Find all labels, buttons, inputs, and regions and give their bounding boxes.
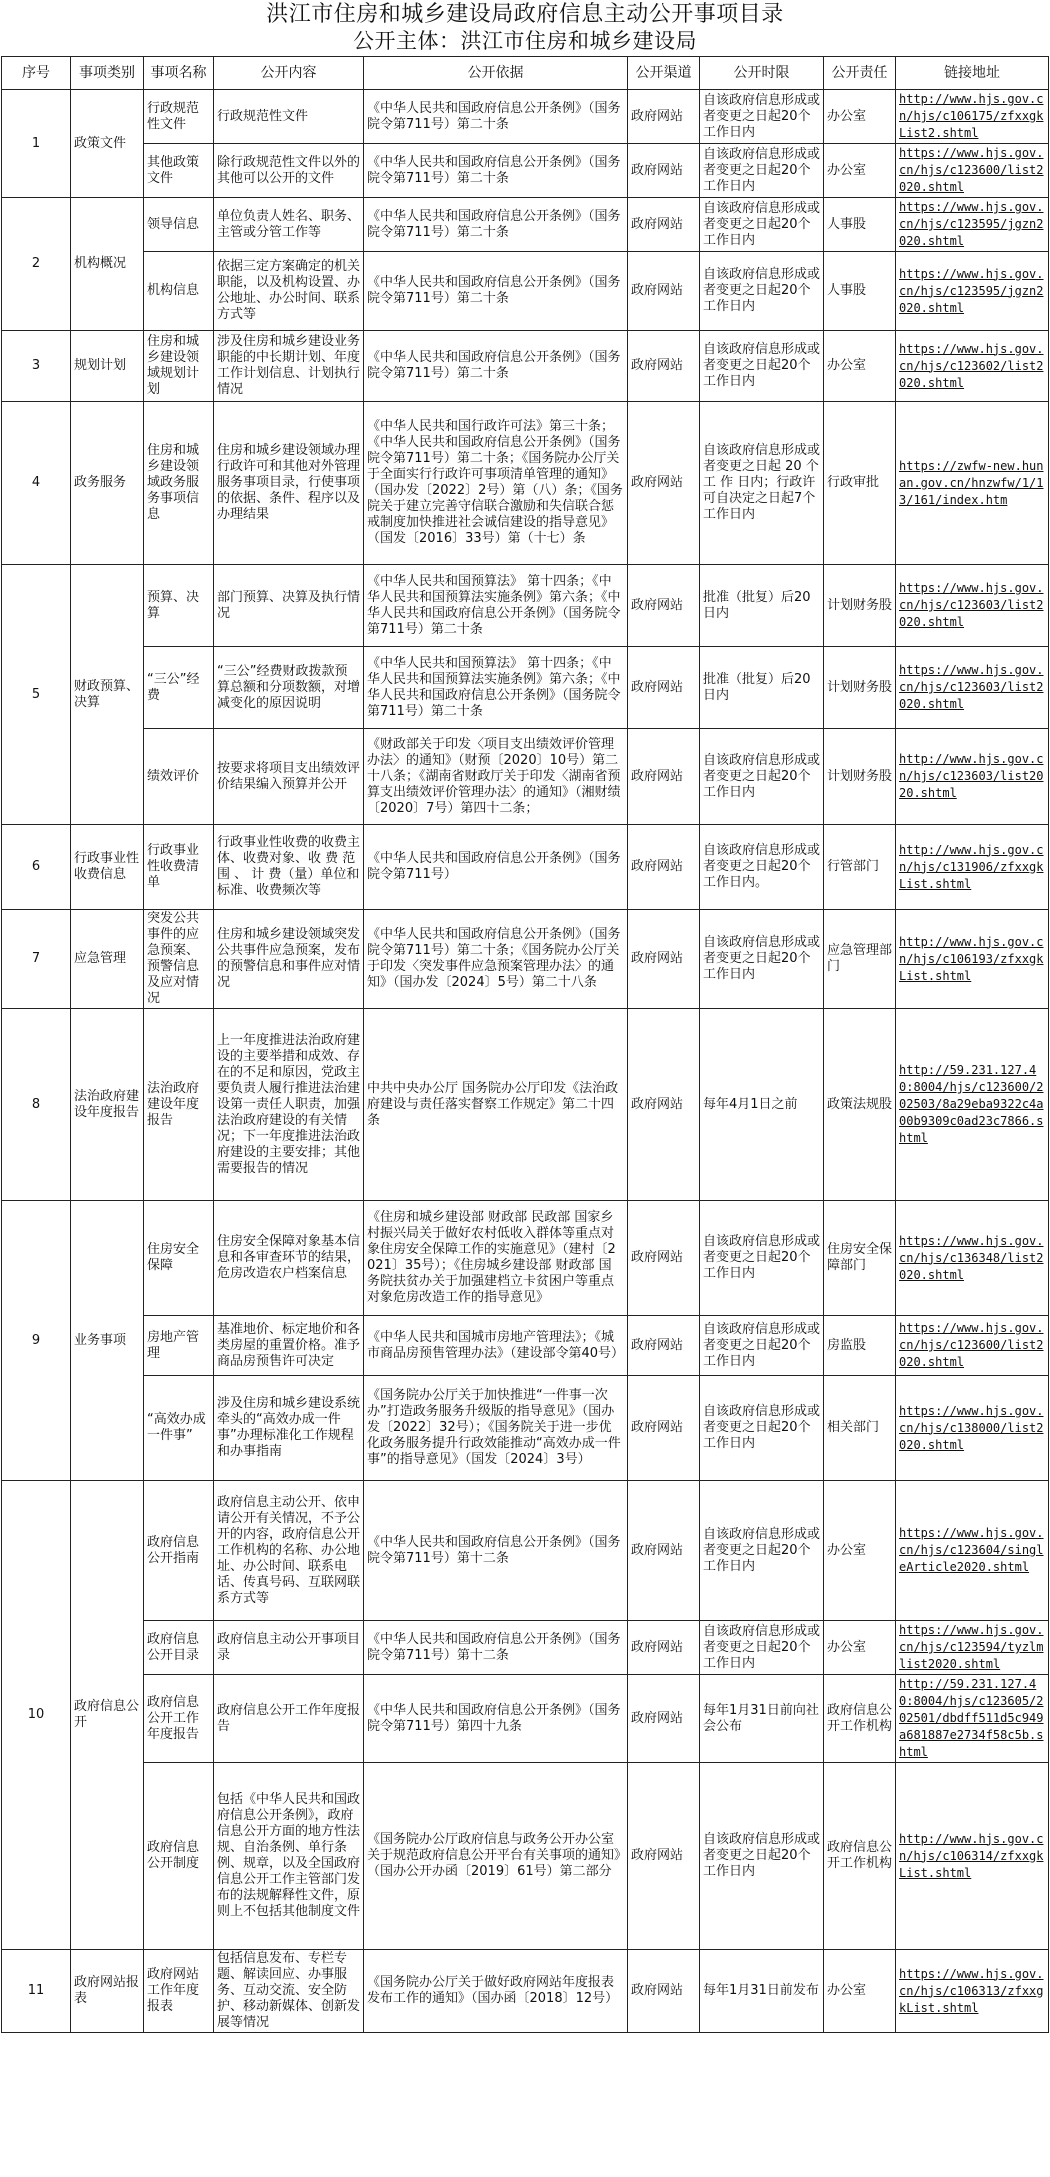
table-body <box>2 90 1049 2033</box>
row-category: 政策文件 <box>71 90 144 198</box>
item-content: 行政事业性收费的收费主体、收费对象、收 费 范 围 、 计 费（量）单位和标准、收费频次等 <box>214 825 364 910</box>
table-header-row <box>2 57 1049 90</box>
item-channel: 政府网站 <box>628 1675 700 1763</box>
item-duty: 办公室 <box>824 144 896 198</box>
table-row <box>2 144 1049 198</box>
row-category: 政府网站报表 <box>71 1950 144 2033</box>
item-duty: 相关部门 <box>824 1376 896 1481</box>
item-link-cell <box>896 647 1049 729</box>
item-duty: 办公室 <box>824 1950 896 2033</box>
item-link[interactable]: http://www.hjs.gov.cn/hjs/c123603/list2020.shtml <box>899 752 1044 800</box>
item-timelimit: 自该政府信息形成或者变更之日起20个工作日内 <box>700 144 824 198</box>
item-link[interactable]: http://59.231.127.40:8004/hjs/c123605/202501/dbdff511d5c949a681887e2734f58c5b.shtml <box>899 1677 1044 1759</box>
item-link[interactable]: https://www.hjs.gov.cn/hjs/c123600/list2020.shtml <box>899 1321 1044 1369</box>
item-name: 住房和城乡建设领域规划计划 <box>144 331 214 402</box>
item-timelimit: 自该政府信息形成或者变更之日起20个工作日内 <box>700 1201 824 1316</box>
item-link[interactable]: https://www.hjs.gov.cn/hjs/c123603/list2020.shtml <box>899 581 1044 629</box>
item-duty: 行管部门 <box>824 825 896 910</box>
item-basis: 《财政部关于印发〈项目支出绩效评价管理办法〉的通知》（财预〔2020〕10号）第二十八条；《湖南省财政厅关于印发〈湖南省预算支出绩效评价管理办法〉的通知》（湘财绩〔2020〕7号）第四十二条； <box>364 729 628 825</box>
table-row <box>2 825 1049 910</box>
item-channel: 政府网站 <box>628 1376 700 1481</box>
item-channel: 政府网站 <box>628 825 700 910</box>
item-basis: 《中华人民共和国政府信息公开条例》（国务院令第711号）第四十九条 <box>364 1675 628 1763</box>
item-link-cell <box>896 1675 1049 1763</box>
table-row <box>2 647 1049 729</box>
item-name: “高效办成一件事” <box>144 1376 214 1481</box>
item-content: 基准地价、标定地价和各类房屋的重置价格。准予商品房预售许可决定 <box>214 1316 364 1376</box>
header-col-duty: 公开责任 <box>824 57 896 90</box>
table-row <box>2 1675 1049 1763</box>
item-content: 行政规范性文件 <box>214 90 364 144</box>
item-duty: 政府信息公开工作机构 <box>824 1763 896 1950</box>
item-duty: 计划财务股 <box>824 729 896 825</box>
item-content: “三公”经费财政拨款预算总额和分项数额，对增减变化的原因说明 <box>214 647 364 729</box>
row-number: 2 <box>2 198 71 331</box>
item-channel: 政府网站 <box>628 910 700 1009</box>
item-timelimit: 自该政府信息形成或者变更之日起20个工作日内 <box>700 198 824 252</box>
item-name: 其他政策文件 <box>144 144 214 198</box>
item-link[interactable]: https://www.hjs.gov.cn/hjs/c123604/singleArticle2020.shtml <box>899 1526 1044 1574</box>
item-timelimit: 自该政府信息形成或者变更之日起20个工作日内。 <box>700 825 824 910</box>
item-duty: 行政审批 <box>824 402 896 565</box>
table-row <box>2 1950 1049 2033</box>
item-content: 部门预算、决算及执行情况 <box>214 565 364 647</box>
item-name: 法治政府建设年度报告 <box>144 1009 214 1201</box>
item-link-cell <box>896 1481 1049 1621</box>
header-col-category: 事项类别 <box>71 57 144 90</box>
item-name: “三公”经费 <box>144 647 214 729</box>
item-timelimit: 自该政府信息形成或者变更之日起20个工作日内 <box>700 1316 824 1376</box>
item-name: 住房安全保障 <box>144 1201 214 1316</box>
item-basis: 《中华人民共和国政府信息公开条例》（国务院令第711号）第十二条 <box>364 1481 628 1621</box>
item-content: 涉及住房和城乡建设系统牵头的“高效办成一件事”办理标准化工作规程和办事指南 <box>214 1376 364 1481</box>
item-duty: 房监股 <box>824 1316 896 1376</box>
item-link-cell <box>896 90 1049 144</box>
item-name: 机构信息 <box>144 252 214 331</box>
item-name: 行政事业性收费清单 <box>144 825 214 910</box>
item-duty: 政府信息公开工作机构 <box>824 1675 896 1763</box>
item-link[interactable]: http://www.hjs.gov.cn/hjs/c106175/zfxxgkList2.shtml <box>899 92 1044 140</box>
row-number: 7 <box>2 910 71 1009</box>
item-content: 政府信息公开工作年度报告 <box>214 1675 364 1763</box>
item-timelimit: 自该政府信息形成或者变更之日起20个工作日内 <box>700 252 824 331</box>
row-category: 机构概况 <box>71 198 144 331</box>
header-col-no: 序号 <box>2 57 71 90</box>
item-timelimit: 自该政府信息形成或者变更之日起20个工作日内 <box>700 1376 824 1481</box>
item-link[interactable]: https://www.hjs.gov.cn/hjs/c123595/jgzn2020.shtml <box>899 200 1044 248</box>
item-link-cell <box>896 565 1049 647</box>
item-link[interactable]: https://zwfw-new.hunan.gov.cn/hnzwfw/1/13/161/index.htm <box>899 458 1044 507</box>
item-content: 住房安全保障对象基本信息和各审查环节的结果，危房改造农户档案信息 <box>214 1201 364 1316</box>
item-channel: 政府网站 <box>628 1316 700 1376</box>
item-content: 依据三定方案确定的机关职能，以及机构设置、办公地址、办公时间、联系方式等 <box>214 252 364 331</box>
item-name: 政府信息公开工作年度报告 <box>144 1675 214 1763</box>
item-link-cell <box>896 729 1049 825</box>
item-link-cell <box>896 198 1049 252</box>
item-link-cell <box>896 144 1049 198</box>
item-timelimit: 每年1月31日前发布 <box>700 1950 824 2033</box>
item-name: 政府信息公开指南 <box>144 1481 214 1621</box>
header-col-channel: 公开渠道 <box>628 57 700 90</box>
item-link[interactable]: https://www.hjs.gov.cn/hjs/c123603/list2020.shtml <box>899 663 1044 711</box>
row-category: 行政事业性收费信息 <box>71 825 144 910</box>
item-basis: 《中华人民共和国政府信息公开条例》（国务院令第711号）第二十条 <box>364 144 628 198</box>
table-row <box>2 1621 1049 1675</box>
item-name: 绩效评价 <box>144 729 214 825</box>
table-row <box>2 198 1049 252</box>
table-row <box>2 1481 1049 1621</box>
item-link-cell <box>896 1376 1049 1481</box>
item-link[interactable]: http://www.hjs.gov.cn/hjs/c106314/zfxxgkList.shtml <box>899 1831 1044 1880</box>
table-row <box>2 90 1049 144</box>
item-timelimit: 自该政府信息形成或者变更之日起20个工作日内 <box>700 331 824 402</box>
table-row <box>2 729 1049 825</box>
item-link[interactable]: https://www.hjs.gov.cn/hjs/c138000/list2020.shtml <box>899 1403 1044 1452</box>
item-channel: 政府网站 <box>628 565 700 647</box>
header-col-basis: 公开依据 <box>364 57 628 90</box>
item-channel: 政府网站 <box>628 1763 700 1950</box>
item-channel: 政府网站 <box>628 402 700 565</box>
row-category: 政务服务 <box>71 402 144 565</box>
item-timelimit: 批准（批复）后20日内 <box>700 647 824 729</box>
item-duty: 政策法规股 <box>824 1009 896 1201</box>
table-row <box>2 1376 1049 1481</box>
row-number: 11 <box>2 1950 71 2033</box>
table-row <box>2 1316 1049 1376</box>
item-duty: 应急管理部门 <box>824 910 896 1009</box>
row-category: 法治政府建设年度报告 <box>71 1009 144 1201</box>
item-basis: 《国务院办公厅关于做好政府网站年度报表发布工作的通知》（国办函〔2018〕12号） <box>364 1950 628 2033</box>
item-content: 除行政规范性文件以外的其他可以公开的文件 <box>214 144 364 198</box>
item-channel: 政府网站 <box>628 1481 700 1621</box>
item-name: 房地产管理 <box>144 1316 214 1376</box>
item-basis: 《国务院办公厅政府信息与政务公开办公室关于规范政府信息公开平台有关事项的通知》（国办公开办函〔2019〕61号）第二部分 <box>364 1763 628 1950</box>
item-channel: 政府网站 <box>628 90 700 144</box>
item-timelimit: 自该政府信息形成或者变更之日起20个工作日内 <box>700 90 824 144</box>
item-channel: 政府网站 <box>628 729 700 825</box>
row-number: 3 <box>2 331 71 402</box>
item-timelimit: 每年1月31日前向社会公布 <box>700 1675 824 1763</box>
item-name: 政府网站工作年度报表 <box>144 1950 214 2033</box>
header-col-link: 链接地址 <box>896 57 1049 90</box>
item-link[interactable]: https://www.hjs.gov.cn/hjs/c136348/list2020.shtml <box>899 1233 1044 1282</box>
item-channel: 政府网站 <box>628 647 700 729</box>
item-content: 上一年度推进法治政府建设的主要举措和成效、存在的不足和原因，党政主要负责人履行推进法治建设第一责任人职责，加强法治政府建设的有关情况；下一年度推进法治政府建设的主要安排；其他需要报告的情况 <box>214 1009 364 1201</box>
item-link-cell <box>896 402 1049 565</box>
item-channel: 政府网站 <box>628 1950 700 2033</box>
header-col-item-name: 事项名称 <box>144 57 214 90</box>
row-category: 业务事项 <box>71 1201 144 1481</box>
item-link-cell <box>896 825 1049 910</box>
item-link-cell <box>896 1201 1049 1316</box>
item-channel: 政府网站 <box>628 252 700 331</box>
item-duty: 计划财务股 <box>824 565 896 647</box>
item-content: 住房和城乡建设领域突发公共事件应急预案，发布的预警信息和事件应对情况 <box>214 910 364 1009</box>
item-basis: 中共中央办公厅 国务院办公厅印发《法治政府建设与责任落实督察工作规定》第二十四条 <box>364 1009 628 1201</box>
item-name: 突发公共事件的应急预案、预警信息及应对情况 <box>144 910 214 1009</box>
header-col-timelimit: 公开时限 <box>700 57 824 90</box>
row-number: 9 <box>2 1201 71 1481</box>
item-duty: 人事股 <box>824 252 896 331</box>
item-link-cell <box>896 910 1049 1009</box>
item-channel: 政府网站 <box>628 198 700 252</box>
table-row <box>2 910 1049 1009</box>
item-basis: 《中华人民共和国行政许可法》第三十条；《中华人民共和国政府信息公开条例》（国务院令第711号）第二十条；《国务院办公厅关于全面实行行政许可事项清单管理的通知》（国办发〔2022〕2号）第（八）条；《国务院关于建立完善守信联合激励和失信联合惩戒制度加快推进社会诚信建设的指导意见》（国发〔2016〕33号）第（十七）条 <box>364 402 628 565</box>
item-content: 政府信息主动公开事项目录 <box>214 1621 364 1675</box>
item-duty: 住房安全保障部门 <box>824 1201 896 1316</box>
item-duty: 计划财务股 <box>824 647 896 729</box>
row-number: 6 <box>2 825 71 910</box>
item-timelimit: 批准（批复）后20日内 <box>700 565 824 647</box>
item-name: 住房和城乡建设领域政务服务事项信息 <box>144 402 214 565</box>
item-basis: 《中华人民共和国政府信息公开条例》（国务院令第711号） <box>364 825 628 910</box>
item-basis: 《中华人民共和国政府信息公开条例》（国务院令第711号）第二十条 <box>364 252 628 331</box>
item-link-cell <box>896 1763 1049 1950</box>
table-row <box>2 331 1049 402</box>
row-number: 1 <box>2 90 71 198</box>
table-row <box>2 1201 1049 1316</box>
item-link-cell <box>896 252 1049 331</box>
item-basis: 《中华人民共和国政府信息公开条例》（国务院令第711号）第二十条 <box>364 90 628 144</box>
item-basis: 《中华人民共和国政府信息公开条例》（国务院令第711号）第二十条 <box>364 331 628 402</box>
item-link[interactable]: http://59.231.127.40:8004/hjs/c123600/202503/8a29eba9322c4a00b9309c0ad23c7866.shtml <box>899 1063 1044 1145</box>
item-duty: 办公室 <box>824 1621 896 1675</box>
item-name: 行政规范性文件 <box>144 90 214 144</box>
item-link-cell <box>896 1621 1049 1675</box>
table-row <box>2 252 1049 331</box>
table-row <box>2 402 1049 565</box>
item-channel: 政府网站 <box>628 144 700 198</box>
item-name: 领导信息 <box>144 198 214 252</box>
item-link[interactable]: https://www.hjs.gov.cn/hjs/c106313/zfxxgkList.shtml <box>899 1966 1044 2015</box>
item-link[interactable]: http://www.hjs.gov.cn/hjs/c131906/zfxxgkList.shtml <box>899 842 1044 891</box>
item-channel: 政府网站 <box>628 1621 700 1675</box>
item-content: 单位负责人姓名、职务、主管或分管工作等 <box>214 198 364 252</box>
item-timelimit: 自该政府信息形成或者变更之日起20个工作日内 <box>700 1621 824 1675</box>
item-link-cell <box>896 1009 1049 1201</box>
item-basis: 《住房和城乡建设部 财政部 民政部 国家乡村振兴局关于做好农村低收入群体等重点对象住房安全保障工作的实施意见》（建村〔2021〕35号）；《住房城乡建设部 财政部 国务院扶贫办关于加强建档立卡贫困户等重点对象危房改造工作的指导意见》 <box>364 1201 628 1316</box>
item-name: 预算、决算 <box>144 565 214 647</box>
item-content: 政府信息主动公开、依申请公开有关情况，不予公开的内容，政府信息公开工作机构的名称、办公地址、办公时间、联系电话、传真号码、互联网联系方式等 <box>214 1481 364 1621</box>
item-content: 住房和城乡建设领域办理行政许可和其他对外管理服务事项目录，行使事项的依据、条件、程序以及办理结果 <box>214 402 364 565</box>
item-duty: 人事股 <box>824 198 896 252</box>
item-duty: 办公室 <box>824 90 896 144</box>
item-link-cell <box>896 1316 1049 1376</box>
item-basis: 《中华人民共和国政府信息公开条例》（国务院令第711号）第十二条 <box>364 1621 628 1675</box>
item-timelimit: 自该政府信息形成或者变更之日起20个工作日内 <box>700 1481 824 1621</box>
item-link[interactable]: https://www.hjs.gov.cn/hjs/c123595/jgzn2020.shtml <box>899 266 1044 315</box>
item-timelimit: 自该政府信息形成或者变更之日起20个工作日内 <box>700 729 824 825</box>
row-number: 10 <box>2 1481 71 1950</box>
item-channel: 政府网站 <box>628 1009 700 1201</box>
item-channel: 政府网站 <box>628 331 700 402</box>
item-basis: 《中华人民共和国政府信息公开条例》（国务院令第711号）第二十条 <box>364 198 628 252</box>
item-basis: 《中华人民共和国城市房地产管理法》；《城市商品房预售管理办法》（建设部令第40号） <box>364 1316 628 1376</box>
item-link[interactable]: https://www.hjs.gov.cn/hjs/c123594/tyzlmlist2020.shtml <box>899 1623 1044 1671</box>
item-basis: 《中华人民共和国政府信息公开条例》（国务院令第711号）第二十条；《国务院办公厅关于印发〈突发事件应急预案管理办法〉的通知》（国办发〔2024〕5号）第二十八条 <box>364 910 628 1009</box>
row-category: 政府信息公开 <box>71 1481 144 1950</box>
item-basis: 《国务院办公厅关于加快推进“一件事一次办”打造政务服务升级版的指导意见》（国办发〔2022〕32号）；《国务院关于进一步优化政务服务提升行政效能推动“高效办成一件事”的指导意见》（国发〔2024〕3号） <box>364 1376 628 1481</box>
item-link-cell <box>896 1950 1049 2033</box>
item-link[interactable]: https://www.hjs.gov.cn/hjs/c123602/list2020.shtml <box>899 341 1044 390</box>
item-content: 按要求将项目支出绩效评价结果编入预算并公开 <box>214 729 364 825</box>
table-row <box>2 565 1049 647</box>
item-basis: 《中华人民共和国预算法》 第十四条；《中华人民共和国预算法实施条例》第六条；《中华人民共和国政府信息公开条例》（国务院令第711号）第二十条 <box>364 565 628 647</box>
item-timelimit: 自该政府信息形成或者变更之日起20个工作日内 <box>700 910 824 1009</box>
item-name: 政府信息公开制度 <box>144 1763 214 1950</box>
item-channel: 政府网站 <box>628 1201 700 1316</box>
item-timelimit: 自该政府信息形成或者变更之日起 20 个 工 作 日内；行政许可自决定之日起7个工作日内 <box>700 402 824 565</box>
row-category: 应急管理 <box>71 910 144 1009</box>
item-duty: 办公室 <box>824 1481 896 1621</box>
item-link-cell <box>896 331 1049 402</box>
item-link[interactable]: https://www.hjs.gov.cn/hjs/c123600/list2020.shtml <box>899 146 1044 194</box>
row-number: 8 <box>2 1009 71 1201</box>
page-title: 洪江市住房和城乡建设局政府信息主动公开事项目录 <box>266 2 784 27</box>
table-row <box>2 1009 1049 1201</box>
item-content: 包括《中华人民共和国政府信息公开条例》，政府信息公开方面的地方性法规、自治条例、单行条例、规章，以及全国政府信息公开工作主管部门发布的法规解释性文件，原则上不包括其他制度文件 <box>214 1763 364 1950</box>
item-basis: 《中华人民共和国预算法》 第十四条；《中华人民共和国预算法实施条例》第六条；《中华人民共和国政府信息公开条例》（国务院令第711号）第二十条 <box>364 647 628 729</box>
item-timelimit: 每年4月1日之前 <box>700 1009 824 1201</box>
item-name: 政府信息公开目录 <box>144 1621 214 1675</box>
header-col-content: 公开内容 <box>214 57 364 90</box>
disclosure-table <box>1 56 1049 2033</box>
item-duty: 办公室 <box>824 331 896 402</box>
item-timelimit: 自该政府信息形成或者变更之日起20个工作日内 <box>700 1763 824 1950</box>
row-number: 4 <box>2 402 71 565</box>
item-content: 涉及住房和城乡建设业务职能的中长期计划、年度工作计划信息、计划执行情况 <box>214 331 364 402</box>
table-row <box>2 1763 1049 1950</box>
item-content: 包括信息发布、专栏专题、解读回应、办事服务、互动交流、安全防护、移动新媒体、创新发展等情况 <box>214 1950 364 2033</box>
row-category: 规划计划 <box>71 331 144 402</box>
item-link[interactable]: http://www.hjs.gov.cn/hjs/c106193/zfxxgkList.shtml <box>899 934 1044 983</box>
row-number: 5 <box>2 565 71 825</box>
row-category: 财政预算、决算 <box>71 565 144 825</box>
page-subtitle: 公开主体：洪江市住房和城乡建设局 <box>353 29 697 53</box>
